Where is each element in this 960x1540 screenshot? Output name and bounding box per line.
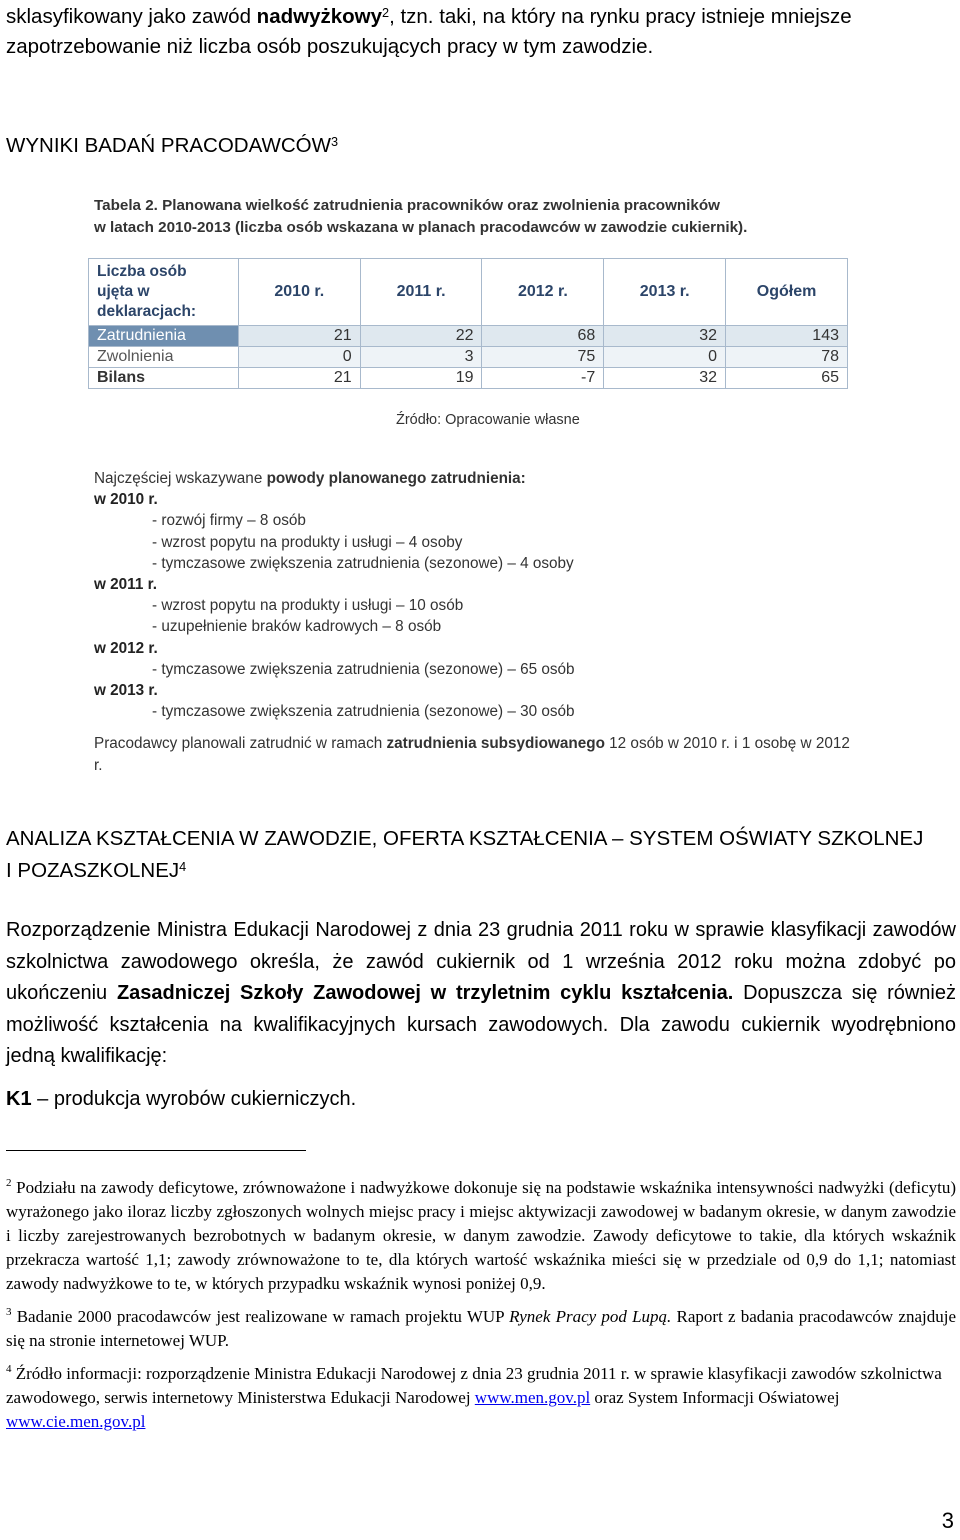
table-cell: 3 bbox=[360, 347, 482, 368]
table-cell: 78 bbox=[726, 347, 848, 368]
footnote-text: Podziału na zawody deficytowe, zrównoważone i nadwyżkowe dokonuje się na podstawie wskaźnika intensywności nadwyżki (deficytu) wyrażonego jako iloraz liczby zgłoszonych wolnych miejsc pracy i miejsc aktywizacji zawodowej w badanym okresie, w danym zawodzie i liczby zarejestrowanych bezrobotnych w badanym okresie, w danym zawodzie. Zawody deficytowe to takie, dla których wskaźnik przekracza wartość 1,1; zawody zrównoważone to te, dla których wartość wskaźnika mieści się w przedziale od 0,9 do 1,1; natomiast zawody nadwyżkowe to te, w których przypadku wskaźnik wynosi poniżej 0,9. bbox=[6, 1178, 956, 1293]
table-cell: 65 bbox=[726, 368, 848, 389]
list-item: - rozwój firmy – 8 osób bbox=[152, 512, 306, 530]
table-cell: 21 bbox=[238, 368, 360, 389]
qualification-k1 bbox=[6, 1084, 956, 1114]
footnote-number: 4 bbox=[6, 1363, 12, 1375]
table-cell: 32 bbox=[604, 326, 726, 347]
column-header-2012: 2012 r. bbox=[482, 259, 604, 326]
embedded-table-figure bbox=[88, 190, 848, 790]
row-label-balance: Bilans bbox=[89, 368, 239, 389]
footnote-number: 2 bbox=[6, 1177, 12, 1189]
table-row bbox=[89, 347, 848, 368]
link-cie-men-gov[interactable]: www.cie.men.gov.pl bbox=[6, 1412, 146, 1431]
table-cell: 19 bbox=[360, 368, 482, 389]
year-heading-2011: w 2011 r. bbox=[94, 576, 157, 594]
footnote-text-a: Badanie 2000 pracodawców jest realizowane w ramach projektu WUP bbox=[11, 1307, 510, 1326]
table-cell: 75 bbox=[482, 347, 604, 368]
intro-paragraph bbox=[6, 2, 956, 62]
page-number: 3 bbox=[941, 1508, 954, 1533]
caption-line-1: Tabela 2. Planowana wielkość zatrudnienia pracowników oraz zwolnienia pracowników bbox=[94, 197, 720, 214]
reasons-intro-bold: powody planowanego zatrudnienia: bbox=[266, 470, 526, 487]
table-corner-header bbox=[89, 259, 239, 326]
table-row bbox=[89, 368, 848, 389]
footnote-ref-3[interactable]: 3 bbox=[330, 134, 339, 150]
list-item: - uzupełnienie braków kadrowych – 8 osób bbox=[152, 618, 442, 636]
footnote-text-b: oraz System Informacji Oświatowej bbox=[590, 1388, 840, 1407]
year-heading-2012: w 2012 r. bbox=[94, 639, 158, 657]
list-item: - tymczasowe zwiększenia zatrudnienia (sezonowe) – 4 osoby bbox=[152, 554, 574, 572]
list-item: - wzrost popytu na produkty i usługi – 10 osób bbox=[152, 597, 464, 615]
heading-line-2: I POZASZKOLNEJ bbox=[6, 859, 180, 882]
caption-line-2: w latach 2010-2013 (liczba osób wskazana w planach pracodawców w zawodzie cukiernik). bbox=[94, 219, 748, 236]
table-header-row bbox=[89, 259, 848, 326]
heading-line-2-wrap bbox=[6, 855, 956, 887]
footnote-3 bbox=[6, 1305, 956, 1353]
table-row bbox=[89, 326, 848, 347]
row-label-layoffs: Zwolnienia bbox=[89, 347, 239, 368]
reasons-intro bbox=[94, 468, 854, 489]
note-text-a: Pracodawcy planowali zatrudnić w ramach bbox=[94, 735, 387, 753]
footnote-text-a: Źródło informacji: rozporządzenie Ministra Edukacji Narodowej z dnia 23 grudnia 2011 r. w sprawie klasyfikacji zawodów szkolnictwa zawodowego, serwis internetowy Ministerstwa Edukacji Narodowej bbox=[6, 1364, 942, 1407]
row-label-hiring: Zatrudnienia bbox=[89, 326, 239, 347]
qualification-code: K1 bbox=[6, 1088, 32, 1110]
regulation-paragraph bbox=[6, 915, 956, 1073]
table-cell: 21 bbox=[238, 326, 360, 347]
heading-line-1: ANALIZA KSZTAŁCENIA W ZAWODZIE, OFERTA KSZTAŁCENIA – SYSTEM OŚWIATY SZKOLNEJ bbox=[6, 827, 924, 850]
hiring-reasons-list bbox=[94, 468, 854, 776]
note-bold: zatrudnienia subsydiowanego bbox=[386, 735, 605, 753]
intro-text-b: , tzn. taki, na który na rynku pracy istnieje mniejsze zapotrzebowanie niż liczba osób poszukujących pracy w tym zawodzie. bbox=[6, 5, 852, 58]
reasons-intro-text: Najczęściej wskazywane bbox=[94, 470, 267, 487]
table-cell: 68 bbox=[482, 326, 604, 347]
footnote-separator bbox=[6, 1150, 306, 1151]
corner-line-2: ujęta w bbox=[97, 283, 150, 300]
column-header-2013: 2013 r. bbox=[604, 259, 726, 326]
subsidized-employment-note bbox=[94, 733, 854, 775]
intro-bold-term: nadwyżkowy bbox=[256, 5, 382, 28]
column-header-2010: 2010 r. bbox=[238, 259, 360, 326]
note-text-b: 12 osób w 2010 r. i 1 osobę w 2012 r. bbox=[94, 735, 850, 774]
table-cell: 143 bbox=[726, 326, 848, 347]
table-cell: 32 bbox=[604, 368, 726, 389]
qualification-text: – produkcja wyrobów cukierniczych. bbox=[31, 1088, 357, 1110]
corner-line-1: Liczba osób bbox=[97, 263, 187, 280]
footnote-4 bbox=[6, 1362, 956, 1434]
footnote-text-b: Raport z badania pracodawców znajduje się na stronie internetowej WUP. bbox=[6, 1307, 956, 1350]
footnote-2 bbox=[6, 1176, 956, 1296]
list-item: - tymczasowe zwiększenia zatrudnienia (sezonowe) – 30 osób bbox=[152, 703, 575, 721]
employment-plan-table bbox=[88, 258, 848, 389]
year-heading-2013: w 2013 r. bbox=[94, 682, 158, 700]
heading-text: WYNIKI BADAŃ PRACODAWCÓW bbox=[6, 134, 331, 157]
section-heading-employer-research bbox=[6, 131, 956, 161]
paragraph-text-a: Rozporządzenie Ministra Edukacji Narodowej z dnia 23 grudnia 2011 roku w sprawie klasyfikacji zawodów szkolnictwa zawodowego określa, że zawód cukiernik od 1 września 2012 roku można zdobyć po ukończeniu bbox=[6, 919, 956, 1004]
column-header-total: Ogółem bbox=[726, 259, 848, 326]
table-caption bbox=[94, 195, 854, 239]
paragraph-text-b: Dopuszcza się również możliwość kształcenia na kwalifikacyjnych kursach zawodowych. Dla zawodu cukiernik wyodrębniono jedną kwalifikację: bbox=[6, 982, 957, 1067]
footnote-ref-4[interactable]: 4 bbox=[179, 859, 187, 875]
link-men-gov[interactable]: www.men.gov.pl bbox=[474, 1388, 591, 1407]
table-cell: 0 bbox=[238, 347, 360, 368]
paragraph-bold: Zasadniczej Szkoły Zawodowej w trzyletnim cyklu kształcenia. bbox=[116, 982, 734, 1004]
footnote-number: 3 bbox=[6, 1306, 12, 1318]
project-name: Rynek Pracy pod Lupą. bbox=[509, 1307, 672, 1326]
table-cell: -7 bbox=[482, 368, 604, 389]
table-source-note: Źródło: Opracowanie własne bbox=[396, 412, 580, 428]
footnotes bbox=[6, 1176, 956, 1434]
section-heading-education-analysis bbox=[6, 823, 956, 887]
intro-text-a: sklasyfikowany jako zawód bbox=[6, 5, 257, 28]
list-item: - tymczasowe zwiększenia zatrudnienia (sezonowe) – 65 osób bbox=[152, 660, 575, 678]
footnote-ref-2[interactable]: 2 bbox=[381, 5, 390, 21]
column-header-2011: 2011 r. bbox=[360, 259, 482, 326]
corner-line-3: deklaracjach: bbox=[97, 303, 197, 320]
list-item: - wzrost popytu na produkty i usługi – 4 osoby bbox=[152, 533, 463, 551]
year-heading-2010: w 2010 r. bbox=[94, 491, 158, 509]
table-cell: 0 bbox=[604, 347, 726, 368]
table-cell: 22 bbox=[360, 326, 482, 347]
